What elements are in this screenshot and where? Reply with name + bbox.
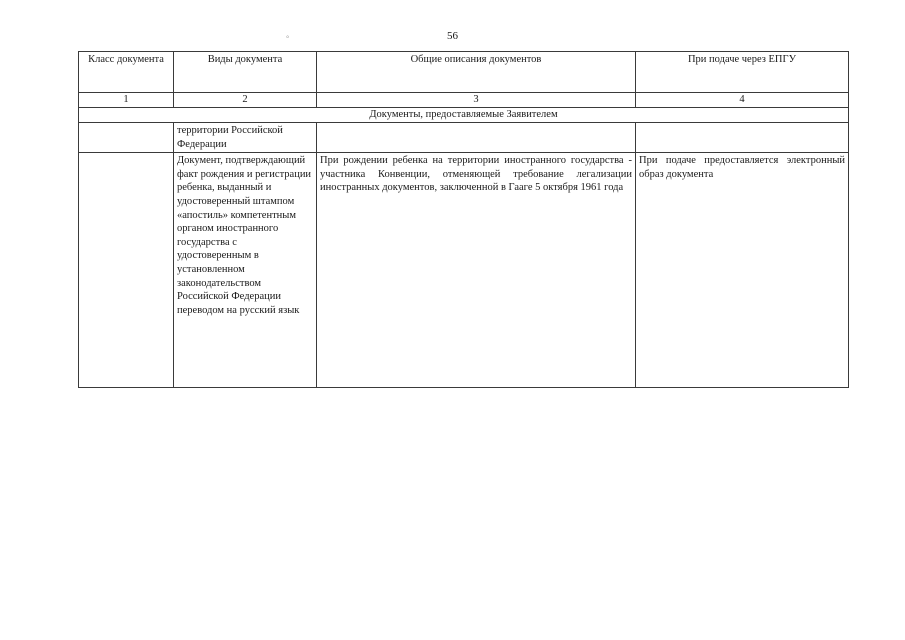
column-number-2: 2 bbox=[174, 93, 317, 108]
row1-description bbox=[317, 123, 636, 153]
row2-epgu: При подаче предоставляется электронный образ документа bbox=[636, 153, 849, 388]
row2-type: Документ, подтверждающий факт рождения и регистрации ребенка, выданный и удостоверенный штампом «апостиль» компетентным органом иностранного государства с удостоверенным в установленном законодательством Российской Федерации переводом на русский язык bbox=[174, 153, 317, 388]
row2-description: При рождении ребенка на территории иностранного государства - участника Конвенции, отменяющей требование легализации иностранных документов, заключенной в Гааге 5 октября 1961 года bbox=[317, 153, 636, 388]
table-row bbox=[79, 123, 849, 153]
header-epgu: При подаче через ЕПГУ bbox=[636, 52, 849, 93]
documents-table bbox=[78, 51, 849, 388]
header-type: Виды документа bbox=[174, 52, 317, 93]
column-number-1: 1 bbox=[79, 93, 174, 108]
header-description: Общие описания документов bbox=[317, 52, 636, 93]
column-number-4: 4 bbox=[636, 93, 849, 108]
row1-class bbox=[79, 123, 174, 153]
column-number-3: 3 bbox=[317, 93, 636, 108]
column-number-row bbox=[79, 93, 849, 108]
row2-class bbox=[79, 153, 174, 388]
section-row bbox=[79, 108, 849, 123]
table-header-row bbox=[79, 52, 849, 93]
row1-type: территории Российской Федерации bbox=[174, 123, 317, 153]
scan-artifact: ° bbox=[286, 34, 290, 43]
row1-epgu bbox=[636, 123, 849, 153]
table-row bbox=[79, 153, 849, 388]
section-title: Документы, предоставляемые Заявителем bbox=[79, 108, 849, 123]
header-class: Класс документа bbox=[79, 52, 174, 93]
page-number: 56 bbox=[447, 30, 458, 42]
